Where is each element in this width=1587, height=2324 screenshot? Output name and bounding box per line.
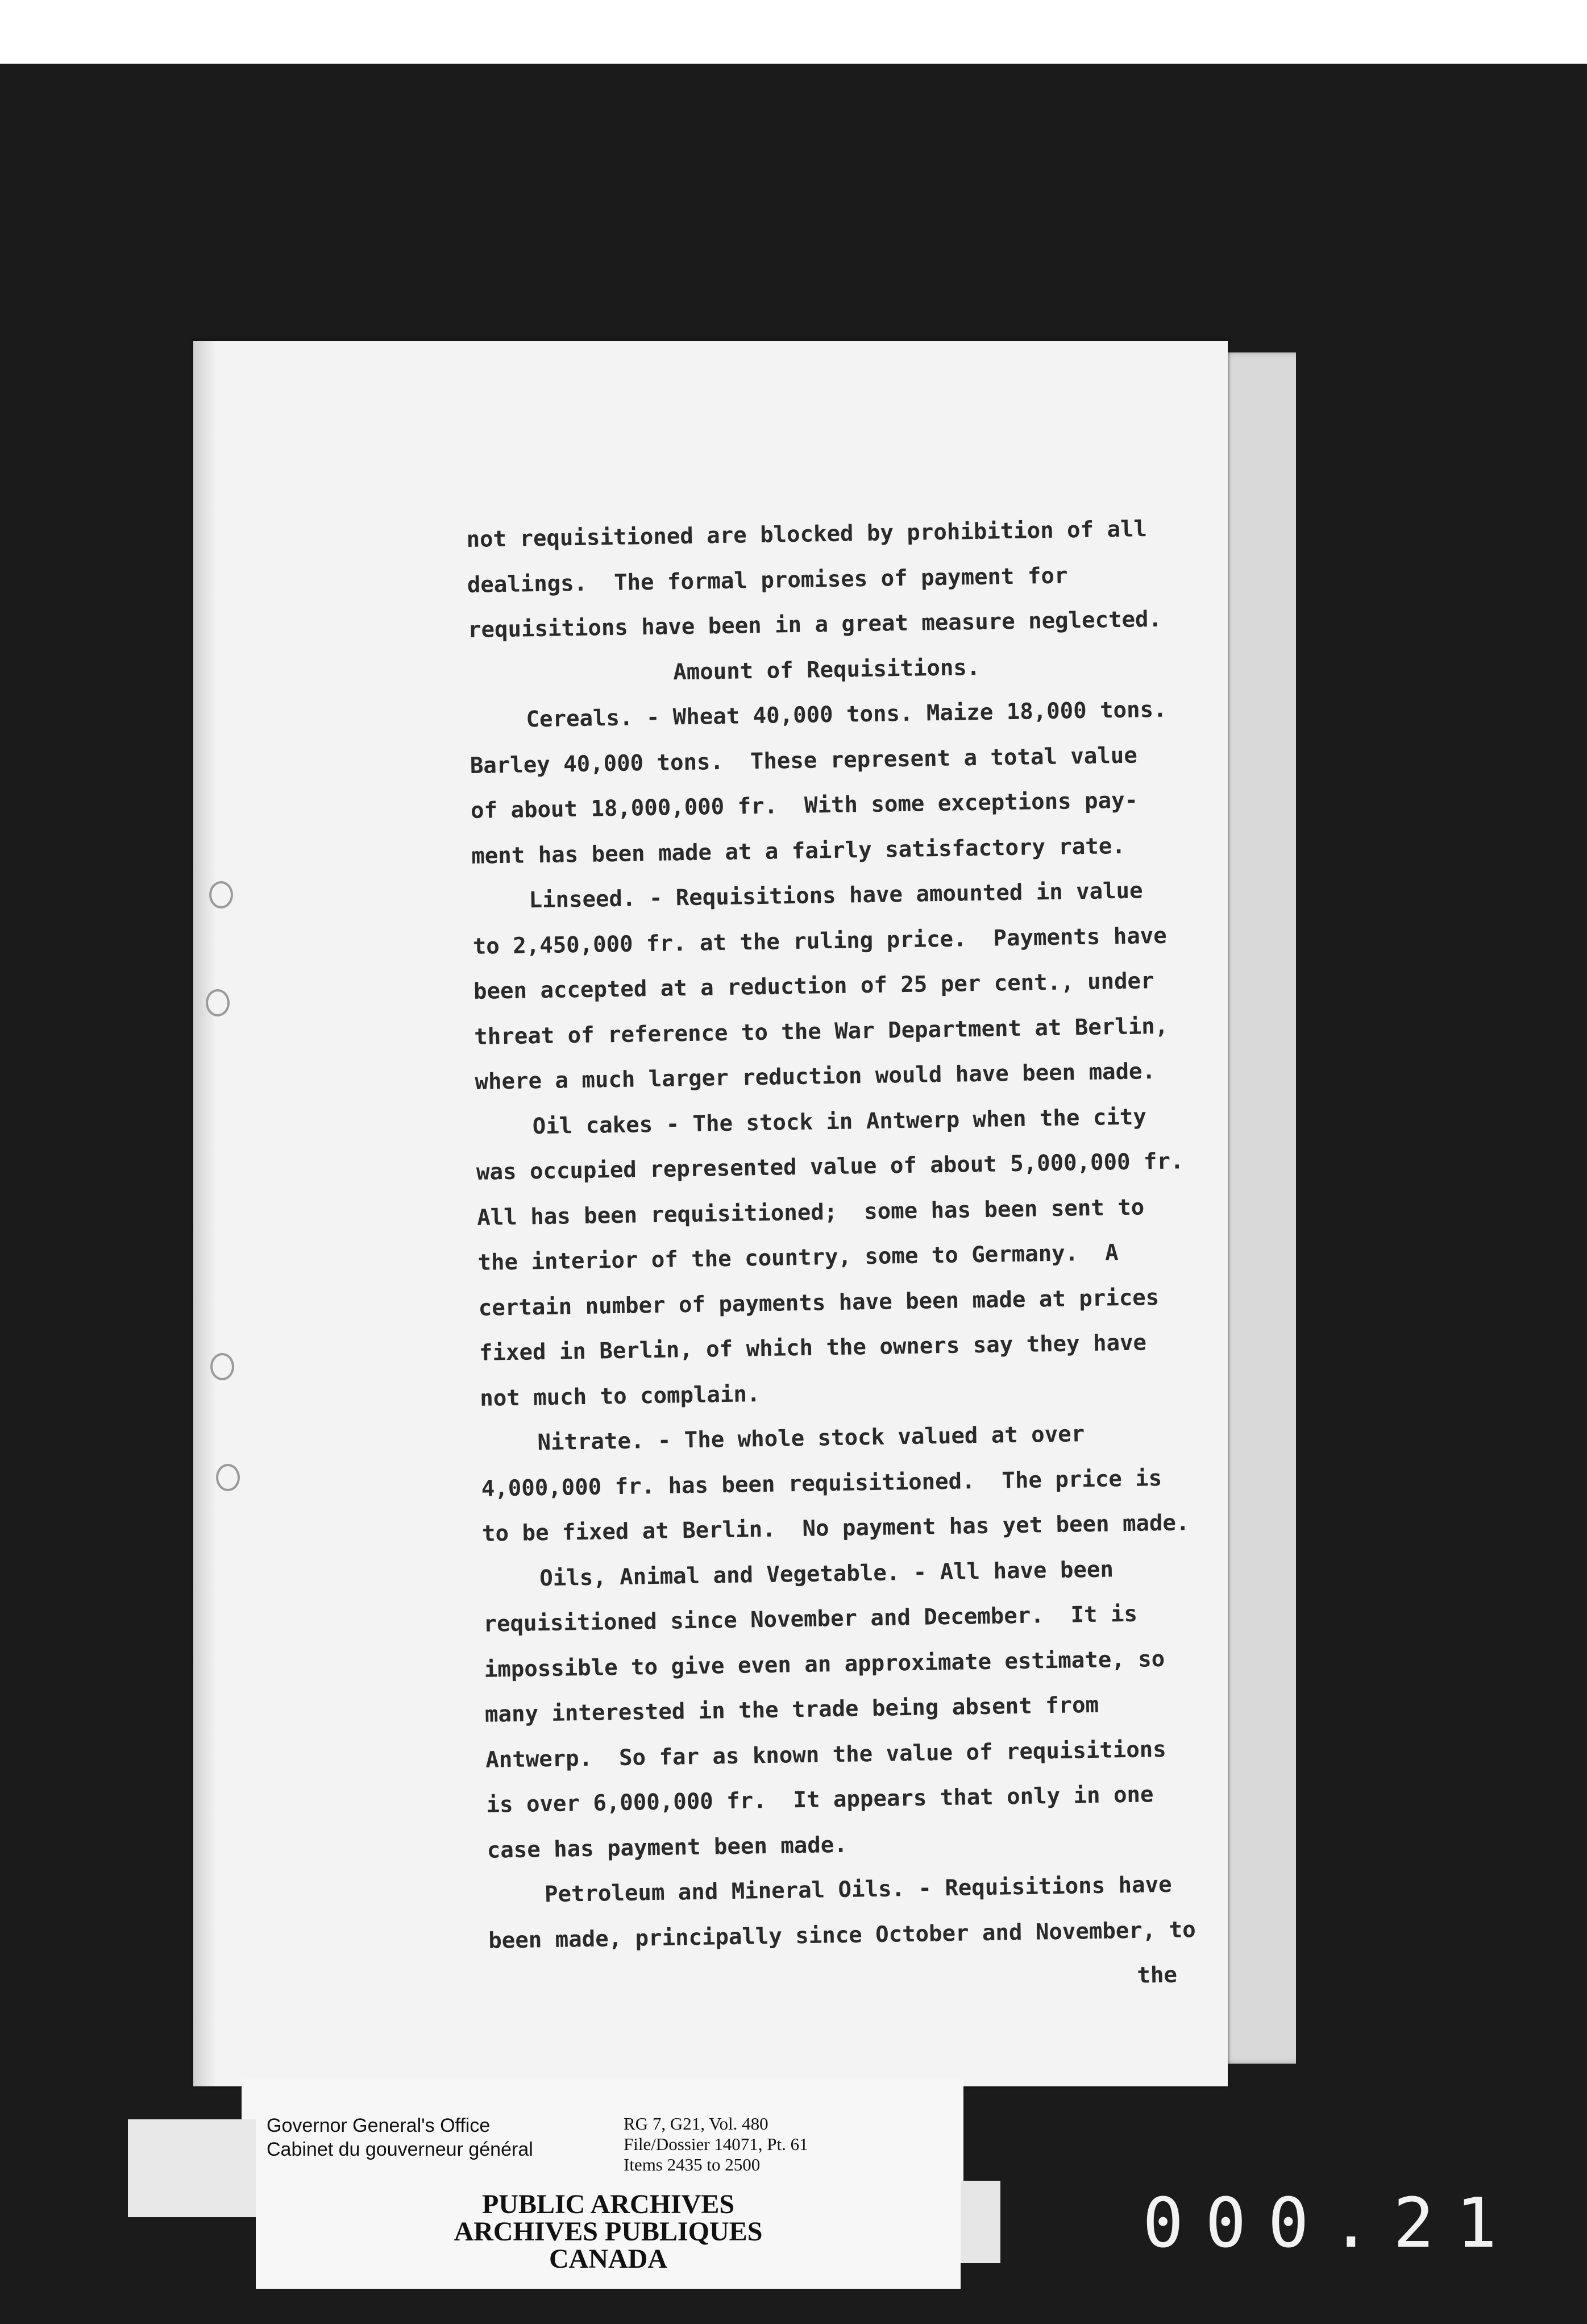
text-line: Barley 40,000 tons. These represent a total value (470, 742, 1138, 779)
text-line: case has payment been made. (487, 1832, 848, 1864)
text-line: requisitions have been in a great measure neglected. (467, 606, 1162, 643)
item-range: Items 2435 to 2500 (624, 2155, 761, 2174)
text-line: not much to complain. (479, 1381, 761, 1412)
archive-reference-label (242, 2080, 963, 2181)
section-heading: Amount of Requisitions. (672, 654, 981, 685)
text-line: Nitrate. - The whole stock valued at over (537, 1421, 1085, 1456)
text-line: threat of reference to the War Department at Berlin, (474, 1013, 1169, 1050)
text-line: not requisitioned are blocked by prohibition of all (466, 516, 1148, 553)
text-line: certain number of payments have been made at prices (478, 1284, 1160, 1321)
punch-hole-icon (209, 881, 233, 908)
text-line: requisitioned since November and December. It is (483, 1601, 1138, 1637)
text-line: where a much larger reduction would have been made. (475, 1059, 1156, 1095)
stamp-side-strip (128, 2119, 256, 2217)
office-name-en: Governor General's Office (267, 2115, 491, 2136)
document-page (193, 341, 1228, 2086)
stamp-line-3: CANADA (549, 2244, 667, 2274)
text-line: fixed in Berlin, of which the owners say they have (479, 1330, 1147, 1366)
office-name-fr: Cabinet du gouverneur général (267, 2139, 533, 2160)
text-line: impossible to give even an approximate estimate, so (484, 1646, 1165, 1683)
record-group: RG 7, G21, Vol. 480 (624, 2114, 768, 2134)
text-line: been made, principally since October and November, to (488, 1916, 1196, 1954)
text-line: the (1137, 1962, 1178, 1989)
text-line: Oil cakes - The stock in Antwerp when the city (532, 1103, 1147, 1139)
text-line: is over 6,000,000 fr. It appears that only in one (486, 1782, 1154, 1818)
archives-stamp (256, 2181, 961, 2289)
text-line: to be fixed at Berlin. No payment has yet been made. (481, 1510, 1190, 1547)
text-line: many interested in the trade being absent from (484, 1692, 1099, 1728)
file-reference (624, 2114, 808, 2175)
text-line: to 2,450,000 fr. at the ruling price. Payments have (472, 923, 1168, 960)
text-line: Petroleum and Mineral Oils. - Requisitions have (544, 1871, 1172, 1908)
typed-text-body (466, 504, 1342, 2008)
text-line: 4,000,000 fr. has been requisitioned. The price is (481, 1465, 1162, 1502)
text-line: dealings. The formal promises of payment for (467, 562, 1068, 598)
text-line: of about 18,000,000 fr. With some exceptions pay- (470, 787, 1139, 824)
text-line: been accepted at a reduction of 25 per cent., under (473, 968, 1154, 1005)
stamp-right-strip (961, 2181, 1000, 2263)
text-line: was occupied represented value of about 5,000,000 fr. (476, 1148, 1184, 1185)
text-line: the interior of the country, some to Germany. A (477, 1240, 1119, 1276)
stamp-line-2: ARCHIVES PUBLIQUES (454, 2217, 763, 2247)
text-line: Linseed. - Requisitions have amounted in value (529, 878, 1143, 914)
punch-hole-icon (210, 1353, 234, 1380)
stamp-line-1: PUBLIC ARCHIVES (481, 2189, 735, 2219)
text-line: ment has been made at a fairly satisfactory rate. (471, 833, 1126, 869)
text-line: Antwerp. So far as known the value of requisitions (485, 1736, 1167, 1773)
punch-hole-icon (206, 989, 230, 1016)
file-dossier: File/Dossier 14071, Pt. 61 (624, 2134, 808, 2154)
text-line: All has been requisitioned; some has been sent to (476, 1194, 1145, 1231)
frame-number: 000.21 (1143, 2184, 1519, 2263)
punch-hole-icon (216, 1464, 240, 1491)
page-edge-shadow (193, 341, 216, 2086)
office-names (267, 2114, 533, 2161)
text-line: Cereals. - Wheat 40,000 tons. Maize 18,000 tons. (526, 696, 1167, 733)
text-line: Oils, Animal and Vegetable. - All have been (539, 1556, 1114, 1591)
